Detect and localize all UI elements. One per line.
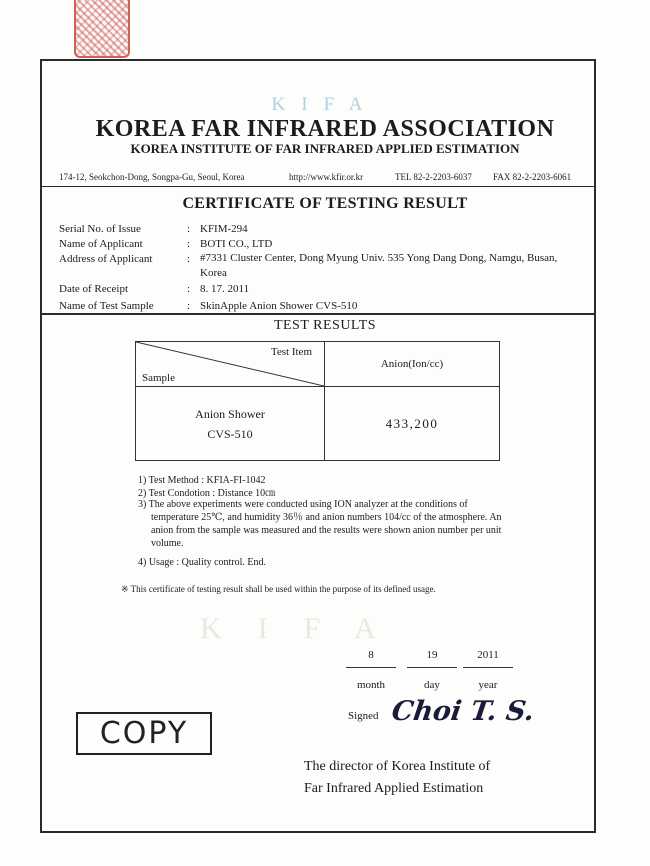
- sample-header: Sample: [142, 372, 175, 384]
- applicant-label: Name of Applicant: [59, 238, 143, 250]
- date-day: 19: [426, 649, 438, 661]
- serial-colon: :: [187, 223, 191, 235]
- month-label: month: [356, 679, 386, 691]
- signed-label: Signed: [348, 710, 379, 722]
- address-label: Address of Applicant: [59, 253, 153, 265]
- year-label: year: [478, 679, 498, 691]
- date-month: 8: [368, 649, 374, 661]
- serial-label: Serial No. of Issue: [59, 223, 141, 235]
- institute-subtitle: KOREA INSTITUTE OF FAR INFRARED APPLIED ESTIMATION: [130, 141, 520, 156]
- receipt-colon: :: [187, 283, 191, 295]
- kifa-logo: KIFA: [271, 94, 379, 115]
- results-table: [135, 341, 500, 461]
- test-results-title: TEST RESULTS: [273, 318, 377, 333]
- month-underline: [346, 667, 396, 668]
- red-seal-stamp: [74, 0, 130, 58]
- address-line: 174-12, Seokchon-Dong, Songpa-Gu, Seoul, Korea: [59, 172, 245, 182]
- applicant-value: BOTI CO., LTD: [200, 238, 273, 250]
- receipt-value: 8. 17. 2011: [200, 283, 250, 295]
- test-item-header: Test Item: [270, 346, 312, 358]
- director-line-2: Far Infrared Applied Estimation: [304, 781, 484, 796]
- applicant-colon: :: [187, 238, 191, 250]
- note-test-method: 1) Test Method : KFIA-FI-1042: [138, 475, 266, 486]
- director-line-1: The director of Korea Institute of: [304, 759, 491, 774]
- signature: Choi T. S.: [389, 696, 537, 727]
- sample-colon: :: [187, 300, 191, 312]
- year-underline: [463, 667, 513, 668]
- corner-header-cell: [136, 342, 325, 387]
- fields-divider: [42, 313, 594, 315]
- copy-stamp: COPY: [76, 712, 212, 755]
- certificate-title: CERTIFICATE OF TESTING RESULT: [182, 195, 468, 212]
- receipt-label: Date of Receipt: [59, 283, 129, 295]
- telephone: TEL 82-2-2203-6037: [395, 172, 472, 182]
- sample-name-cell: [136, 387, 325, 461]
- usage-notice: ※ This certificate of testing result shall be used within the purpose of its defined usage.: [121, 584, 436, 594]
- anion-value-cell: 433,200: [325, 387, 500, 461]
- sample-name-line2: CVS-510: [207, 426, 253, 441]
- address-colon: :: [187, 253, 191, 265]
- serial-value: KFIM-294: [200, 223, 248, 235]
- sample-value: SkinApple Anion Shower CVS-510: [200, 300, 358, 312]
- sample-label: Name of Test Sample: [59, 300, 154, 312]
- date-year: 2011: [477, 649, 499, 661]
- note-usage: 4) Usage : Quality control. End.: [138, 557, 267, 568]
- note-test-condition: 2) Test Condotion : Distance 10㎝: [138, 488, 276, 499]
- website-link: http://www.kfir.or.kr: [289, 172, 364, 182]
- sample-name-line1: Anion Shower: [195, 406, 265, 421]
- fax: FAX 82-2-2203-6061: [493, 172, 572, 182]
- day-label: day: [424, 679, 440, 691]
- note-experiment: 3) The above experiments were conducted using ION analyzer at the conditions of temperature 25℃, and humidity 36％ and anion numbers 104/cc of the atmosphere. An anion from the sample was measured and the results were shown anion number per unit volume.: [138, 499, 502, 549]
- kifa-watermark: KIFA: [200, 612, 412, 645]
- day-underline: [407, 667, 457, 668]
- header-divider: [42, 186, 594, 187]
- association-title: KOREA FAR INFRARED ASSOCIATION: [95, 116, 555, 142]
- address-value: #7331 Cluster Center, Dong Myung Univ. 535 Yong Dang Dong, Namgu, Busan, Korea: [200, 252, 558, 279]
- anion-column-header: Anion(Ion/cc): [325, 342, 500, 387]
